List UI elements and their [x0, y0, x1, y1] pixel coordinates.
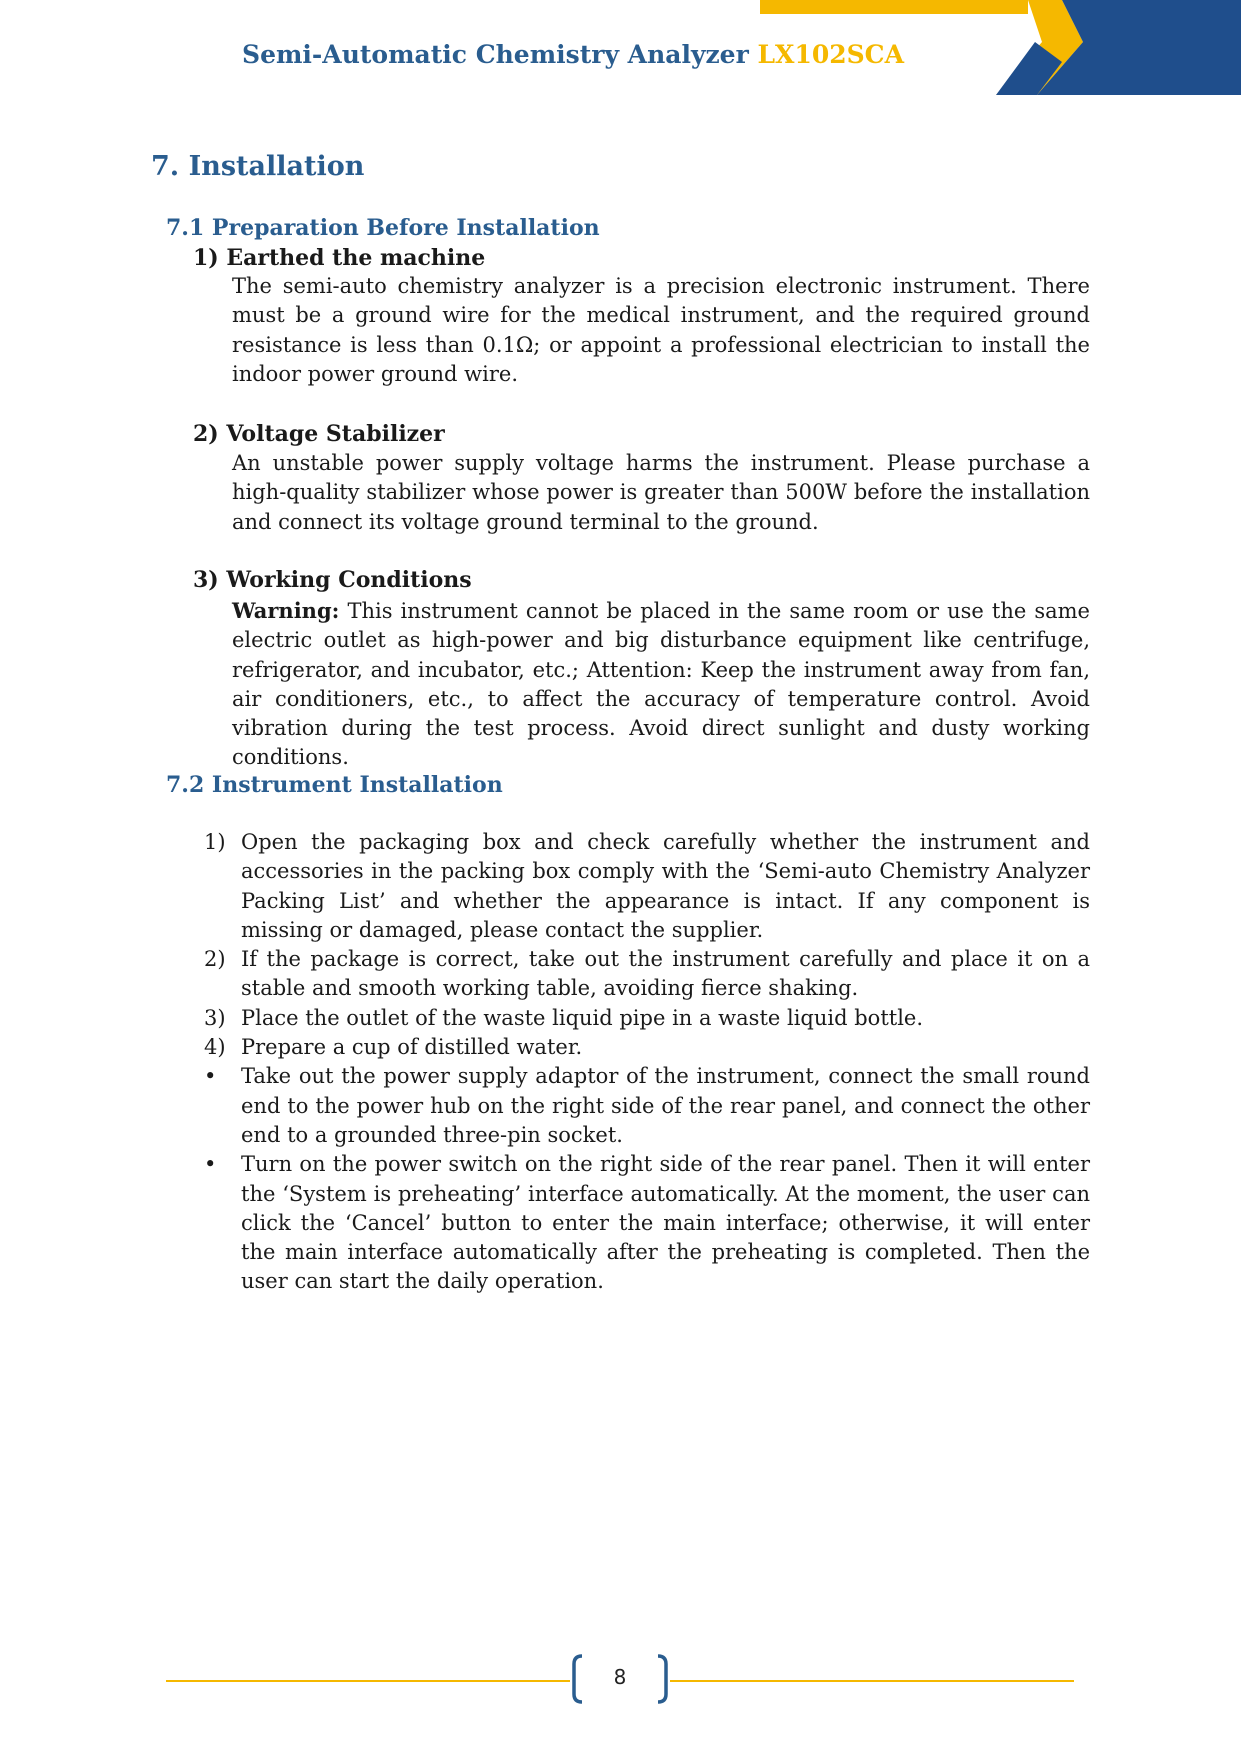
list-item-text: Open the packaging box and check carefully whether the instrument and accessories in the packing box comply with the ‘Semi-auto Chemistry Analyzer Packing List’ and whether the appearance is intact. If any component is missing or damaged, please contact the supplier. — [241, 830, 1090, 942]
list-item-text: Prepare a cup of distilled water. — [241, 1035, 583, 1060]
list-item-text: Place the outlet of the waste liquid pipe in a waste liquid bottle. — [241, 1005, 924, 1030]
list-item — [200, 1062, 1090, 1150]
section-heading: 7. Installation — [151, 151, 365, 182]
list-item-text: Take out the power supply adaptor of the instrument, connect the small round end to the power hub on the right side of the rear panel, and connect the other end to a grounded three-pin socket. — [241, 1064, 1090, 1147]
document-header — [0, 40, 1146, 69]
item-label-earthed: 1) Earthed the machine — [193, 245, 486, 271]
list-item — [200, 1004, 1090, 1033]
bullet-marker: • — [204, 1064, 217, 1089]
header-model: LX102SCA — [757, 40, 904, 69]
list-item — [200, 1150, 1090, 1296]
subsection-heading-preparation: 7.1 Preparation Before Installation — [166, 215, 600, 241]
item-label-voltage: 2) Voltage Stabilizer — [193, 421, 445, 447]
list-item — [200, 945, 1090, 1004]
header-title: Semi-Automatic Chemistry Analyzer — [242, 40, 749, 69]
list-marker: 1) — [204, 830, 226, 854]
page-number: 8 — [613, 1665, 627, 1689]
item-text-working — [232, 596, 1090, 773]
list-item — [200, 1033, 1090, 1062]
subsection-heading-installation: 7.2 Instrument Installation — [166, 772, 503, 798]
item-label-working: 3) Working Conditions — [193, 567, 472, 593]
list-item-text: Turn on the power switch on the right side of the rear panel. Then it will enter the ‘System is preheating’ interface automatically. At the moment, the user can click the ‘Cancel’ button to enter the main interface; otherwise, it will enter the main interface automatically after the preheating is completed. Then the user can start the daily operation. — [241, 1152, 1090, 1294]
warning-text: This instrument cannot be placed in the same room or use the same electric outlet as high-power and big disturbance equipment like centrifuge, refrigerator, and incubator, etc.; Attention: Keep the instrument away from fan, air conditioners, etc., to affect the accuracy of temperature control. Avoid vibration during the test process. Avoid direct sunlight and dusty working conditions. — [232, 599, 1090, 770]
item-text-voltage: An unstable power supply voltage harms the instrument. Please purchase a high-quality stabilizer whose power is greater than 500W before the installation and connect its voltage ground terminal to the ground. — [232, 451, 1090, 534]
list-item-text: If the package is correct, take out the instrument carefully and place it on a stable and smooth working table, avoiding fierce shaking. — [241, 947, 1090, 1001]
list-marker: 2) — [204, 947, 226, 972]
footer-rule-left — [166, 1680, 570, 1682]
bullet-marker: • — [204, 1152, 217, 1177]
installation-steps — [200, 828, 1100, 1297]
list-marker: 4) — [204, 1035, 226, 1060]
item-text-earthed: The semi-auto chemistry analyzer is a precision electronic instrument. There must be a ground wire for the medical instrument, and the required ground resistance is less than 0.1Ω; or appoint a professional electrician to install the indoor power ground wire. — [232, 274, 1090, 386]
warning-label: Warning: — [232, 598, 340, 623]
list-marker: 3) — [204, 1005, 226, 1030]
footer-rule-right — [670, 1680, 1074, 1682]
list-item — [200, 828, 1090, 945]
